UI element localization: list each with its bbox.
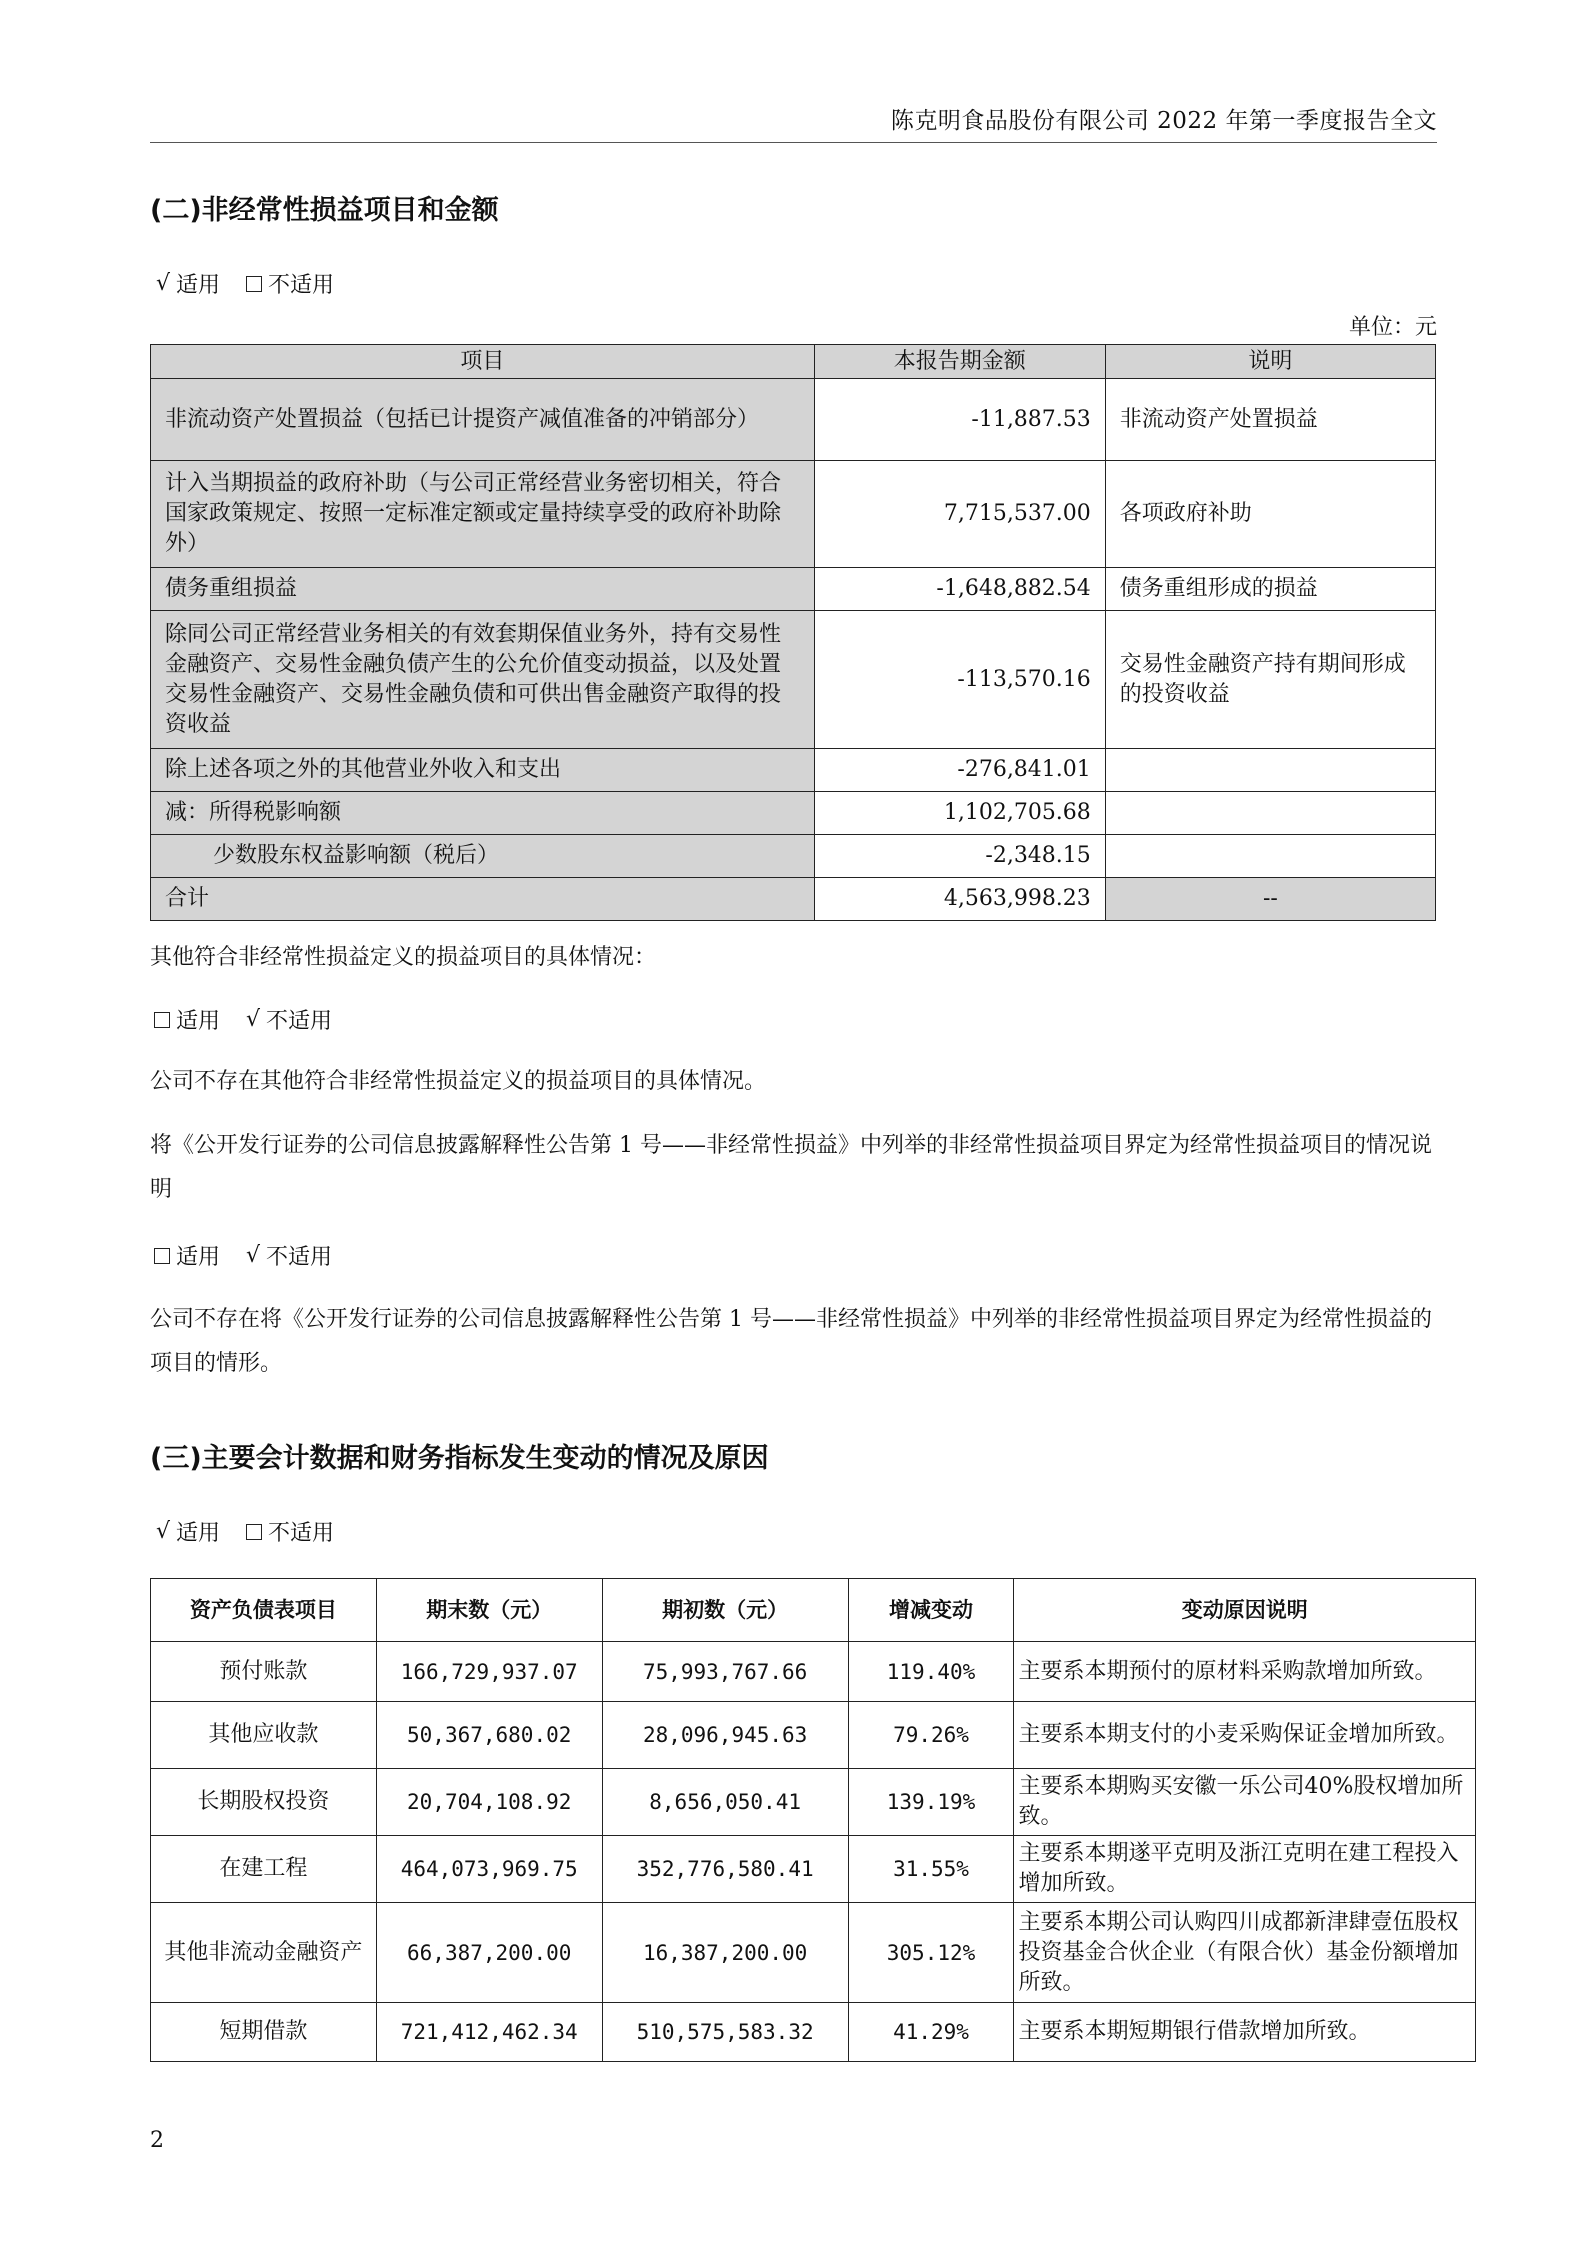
row-end: 50,367,680.02 <box>376 1702 602 1769</box>
table-row-total <box>151 878 1436 921</box>
row-item: 在建工程 <box>151 1836 377 1903</box>
applicable-label: 适用 <box>176 1521 221 1546</box>
section3-applicability <box>150 1516 354 1547</box>
page-header: 陈克明食品股份有限公司 2022 年第一季度报告全文 <box>890 108 1437 134</box>
row-begin: 510,575,583.32 <box>602 2003 848 2062</box>
row-begin: 16,387,200.00 <box>602 1903 848 2003</box>
col-header-end: 期末数（元） <box>376 1579 602 1642</box>
table-row <box>151 379 1436 461</box>
check-mark: √ <box>246 1243 261 1268</box>
col-header-item: 资产负债表项目 <box>151 1579 377 1642</box>
row-amount: 7,715,537.00 <box>814 461 1105 568</box>
row-change: 139.19% <box>848 1769 1014 1836</box>
table-row <box>151 1836 1476 1903</box>
row-end: 20,704,108.92 <box>376 1769 602 1836</box>
check-mark: √ <box>246 1007 261 1032</box>
row-amount: 4,563,998.23 <box>814 878 1105 921</box>
not-applicable-label: 不适用 <box>266 1245 333 1270</box>
row-change: 41.29% <box>848 2003 1014 2062</box>
not-applicable-label: 不适用 <box>268 1521 335 1546</box>
row-change: 119.40% <box>848 1642 1014 1702</box>
row-reason: 主要系本期预付的原材料采购款增加所致。 <box>1014 1642 1476 1702</box>
reclass-text: 公司不存在将《公开发行证券的公司信息披露解释性公告第 1 号——非经常性损益》中列举的非经常性损益项目界定为经常性损益的项目的情形。 <box>150 1307 1432 1376</box>
row-amount: -1,648,882.54 <box>814 568 1105 611</box>
row-item: 短期借款 <box>151 2003 377 2062</box>
other-items-label: 其他符合非经常性损益定义的损益项目的具体情况： <box>150 945 657 970</box>
row-change: 31.55% <box>848 1836 1014 1903</box>
row-note: 各项政府补助 <box>1105 461 1435 568</box>
row-begin: 75,993,767.66 <box>602 1642 848 1702</box>
row-amount: -113,570.16 <box>814 611 1105 749</box>
applicable-label: 适用 <box>176 1009 221 1034</box>
row-item: 其他应收款 <box>151 1702 377 1769</box>
unit-label: 单位：元 <box>1348 315 1437 340</box>
row-item: 债务重组损益 <box>151 568 815 611</box>
row-reason: 主要系本期购买安徽一乐公司40%股权增加所致。 <box>1014 1769 1476 1836</box>
table-header-row <box>151 1579 1476 1642</box>
row-begin: 28,096,945.63 <box>602 1702 848 1769</box>
check-mark: √ <box>155 271 171 296</box>
section3-title: (三)主要会计数据和财务指标发生变动的情况及原因 <box>150 1443 769 1474</box>
section2-title: (二)非经常性损益项目和金额 <box>150 195 499 226</box>
row-item: 除同公司正常经营业务相关的有效套期保值业务外，持有交易性金融资产、交易性金融负债产生的公允价值变动损益，以及处置交易性金融资产、交易性金融负债和可供出售金融资产取得的投资收益 <box>151 611 815 749</box>
header-rule <box>150 142 1437 143</box>
row-note: 非流动资产处置损益 <box>1105 379 1435 461</box>
col-header-item: 项目 <box>151 345 815 379</box>
page-number: 2 <box>150 2128 164 2153</box>
row-end: 464,073,969.75 <box>376 1836 602 1903</box>
row-item: 非流动资产处置损益（包括已计提资产减值准备的冲销部分） <box>151 379 815 461</box>
row-change: 305.12% <box>848 1903 1014 2003</box>
row-end: 66,387,200.00 <box>376 1903 602 2003</box>
other-items-text: 公司不存在其他符合非经常性损益定义的损益项目的具体情况。 <box>150 1069 767 1094</box>
row-end: 721,412,462.34 <box>376 2003 602 2062</box>
table-row <box>151 835 1436 878</box>
section2-applicability <box>150 268 354 299</box>
applicable-label: 适用 <box>176 273 221 298</box>
checkbox-empty <box>154 1012 170 1028</box>
row-item: 合计 <box>151 878 815 921</box>
row-reason: 主要系本期支付的小麦采购保证金增加所致。 <box>1014 1702 1476 1769</box>
row-note <box>1105 835 1435 878</box>
table-row <box>151 611 1436 749</box>
table-row <box>151 1769 1476 1836</box>
row-item: 计入当期损益的政府补助（与公司正常经营业务密切相关，符合国家政策规定、按照一定标准定额或定量持续享受的政府补助除外） <box>151 461 815 568</box>
table-row <box>151 1642 1476 1702</box>
row-note <box>1105 792 1435 835</box>
row-change: 79.26% <box>848 1702 1014 1769</box>
col-header-note: 说明 <box>1105 345 1435 379</box>
row-note: 债务重组形成的损益 <box>1105 568 1435 611</box>
checkbox-empty <box>246 276 262 292</box>
other-applicability <box>150 1004 352 1035</box>
row-note <box>1105 749 1435 792</box>
row-amount: -276,841.01 <box>814 749 1105 792</box>
reclass-applicability <box>150 1240 352 1271</box>
table-row <box>151 1702 1476 1769</box>
row-amount: -2,348.15 <box>814 835 1105 878</box>
not-applicable-label: 不适用 <box>266 1009 333 1034</box>
row-item: 少数股东权益影响额（税后） <box>151 835 815 878</box>
table-row <box>151 1903 1476 2003</box>
table-row <box>151 568 1436 611</box>
check-mark: √ <box>155 1519 171 1544</box>
row-end: 166,729,937.07 <box>376 1642 602 1702</box>
row-begin: 8,656,050.41 <box>602 1769 848 1836</box>
non-recurring-gains-table <box>150 344 1436 921</box>
reclass-label: 将《公开发行证券的公司信息披露解释性公告第 1 号——非经常性损益》中列举的非经常性损益项目界定为经常性损益项目的情况说明 <box>150 1133 1432 1202</box>
table-row <box>151 461 1436 568</box>
table-row <box>151 749 1436 792</box>
col-header-reason: 变动原因说明 <box>1014 1579 1476 1642</box>
row-item: 预付账款 <box>151 1642 377 1702</box>
applicable-label: 适用 <box>176 1245 221 1270</box>
checkbox-empty <box>246 1524 262 1540</box>
row-reason: 主要系本期遂平克明及浙江克明在建工程投入增加所致。 <box>1014 1836 1476 1903</box>
row-amount: -11,887.53 <box>814 379 1105 461</box>
table-row <box>151 2003 1476 2062</box>
row-item: 除上述各项之外的其他营业外收入和支出 <box>151 749 815 792</box>
table-header-row <box>151 345 1436 379</box>
row-reason: 主要系本期短期银行借款增加所致。 <box>1014 2003 1476 2062</box>
row-note: 交易性金融资产持有期间形成的投资收益 <box>1105 611 1435 749</box>
row-item: 长期股权投资 <box>151 1769 377 1836</box>
row-amount: 1,102,705.68 <box>814 792 1105 835</box>
not-applicable-label: 不适用 <box>268 273 335 298</box>
col-header-change: 增减变动 <box>848 1579 1014 1642</box>
row-begin: 352,776,580.41 <box>602 1836 848 1903</box>
row-reason: 主要系本期公司认购四川成都新津肆壹伍股权投资基金合伙企业（有限合伙）基金份额增加所致。 <box>1014 1903 1476 2003</box>
checkbox-empty <box>154 1248 170 1264</box>
col-header-amount: 本报告期金额 <box>814 345 1105 379</box>
col-header-begin: 期初数（元） <box>602 1579 848 1642</box>
table-row <box>151 792 1436 835</box>
row-item: 减：所得税影响额 <box>151 792 815 835</box>
balance-sheet-changes-table <box>150 1578 1476 2062</box>
row-item: 其他非流动金融资产 <box>151 1903 377 2003</box>
row-note: -- <box>1105 878 1435 921</box>
